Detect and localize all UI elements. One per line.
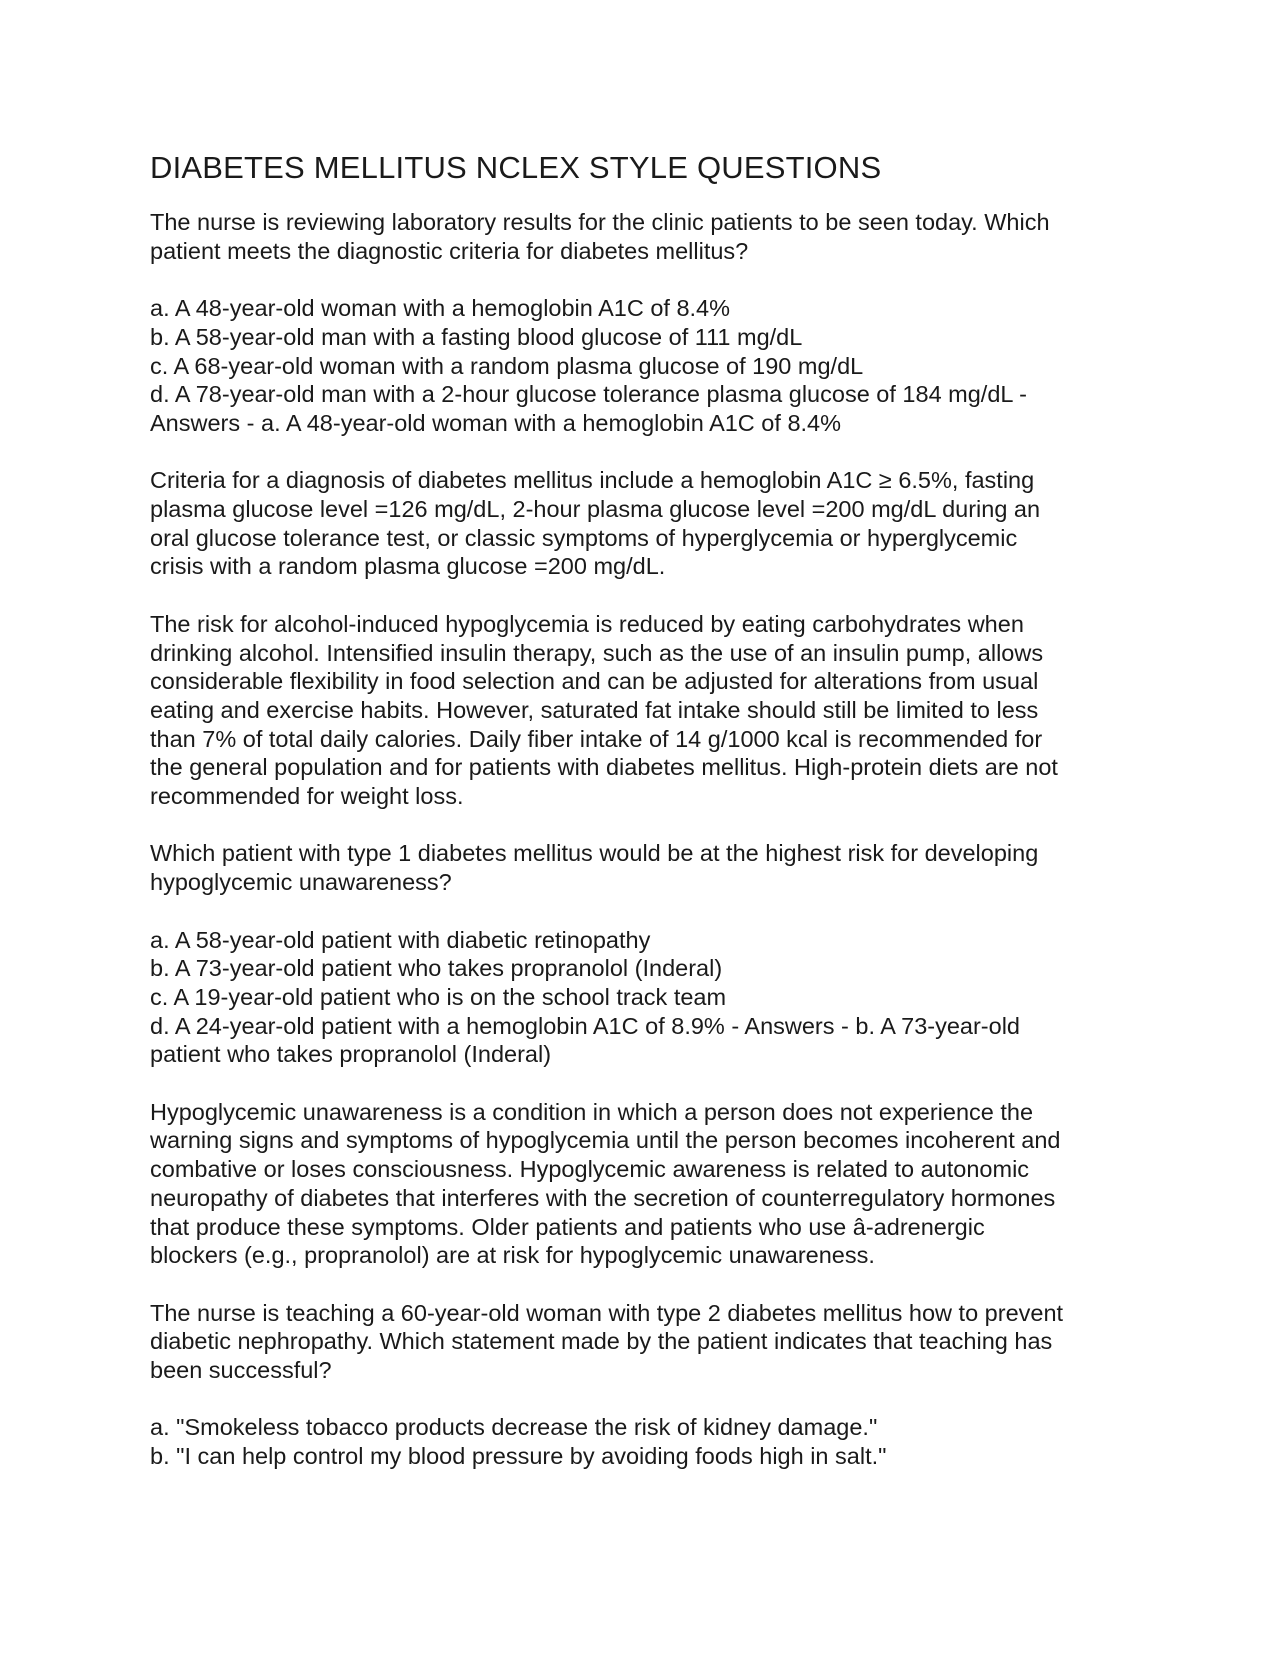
text-line: that produce these symptoms. Older patients and patients who use â-adrenergic [150, 1213, 985, 1240]
document-title: DIABETES MELLITUS NCLEX STYLE QUESTIONS [150, 150, 882, 185]
text-line: eating and exercise habits. However, saturated fat intake should still be limited to less [150, 696, 1039, 723]
text-line: diabetic nephropathy. Which statement made by the patient indicates that teaching has [150, 1328, 1053, 1355]
text-line: The risk for alcohol-induced hypoglycemia is reduced by eating carbohydrates when [150, 610, 1024, 637]
answer-line: patient who takes propranolol (Inderal) [150, 1041, 552, 1068]
question-2-rationale [150, 1098, 1140, 1270]
text-line: been successful? [150, 1357, 332, 1384]
question-2-stem [150, 839, 1140, 896]
text-line: The nurse is reviewing laboratory results for the clinic patients to be seen today. Which [150, 209, 1050, 235]
question-1-rationale [150, 466, 1140, 581]
text-line: considerable flexibility in food selection and can be adjusted for alterations from usual [150, 668, 1039, 695]
text-line: the general population and for patients with diabetes mellitus. High-protein diets are not [150, 754, 1058, 781]
text-line: Hypoglycemic unawareness is a condition in which a person does not experience the [150, 1098, 1034, 1125]
question-1-options [150, 294, 1140, 438]
text-line: than 7% of total daily calories. Daily fiber intake of 14 g/1000 kcal is recommended for [150, 725, 1043, 752]
option-b: b. A 58-year-old man with a fasting blood glucose of 111 mg/dL [150, 323, 803, 350]
option-d: d. A 78-year-old man with a 2-hour glucose tolerance plasma glucose of 184 mg/dL - [150, 381, 1027, 408]
option-a: a. A 48-year-old woman with a hemoglobin A1C of 8.4% [150, 295, 731, 322]
text-line: combative or loses consciousness. Hypoglycemic awareness is related to autonomic [150, 1156, 1030, 1183]
text-line: plasma glucose level =126 mg/dL, 2-hour plasma glucose level =200 mg/dL during an [150, 496, 1041, 522]
text-line: The nurse is teaching a 60-year-old woman with type 2 diabetes mellitus how to prevent [150, 1299, 1064, 1326]
answer-line: Answers - a. A 48-year-old woman with a hemoglobin A1C of 8.4% [150, 409, 842, 436]
option-b: b. "I can help control my blood pressure by avoiding foods high in salt." [150, 1443, 887, 1470]
text-line: Which patient with type 1 diabetes mellitus would be at the highest risk for developing [150, 840, 1039, 867]
text-line: neuropathy of diabetes that interferes with the secretion of counterregulatory hormones [150, 1184, 1056, 1211]
text-line: crisis with a random plasma glucose =200 mg/dL. [150, 553, 666, 580]
text-line: blockers (e.g., propranolol) are at risk for hypoglycemic unawareness. [150, 1242, 875, 1269]
option-a: a. A 58-year-old patient with diabetic retinopathy [150, 926, 651, 953]
text-line: warning signs and symptoms of hypoglycemia until the person becomes incoherent and [150, 1127, 1061, 1154]
question-2-options [150, 926, 1140, 1070]
option-d: d. A 24-year-old patient with a hemoglobin A1C of 8.9% - Answers - b. A 73-year-old [150, 1012, 1020, 1039]
text-line: hypoglycemic unawareness? [150, 869, 452, 896]
text-line: recommended for weight loss. [150, 783, 464, 810]
text-line: patient meets the diagnostic criteria for diabetes mellitus? [150, 237, 749, 264]
text-line: oral glucose tolerance test, or classic symptoms of hyperglycemia or hyperglycemic [150, 524, 1018, 551]
option-c: c. A 19-year-old patient who is on the school track team [150, 983, 727, 1010]
question-1-stem [150, 208, 1140, 265]
option-c: c. A 68-year-old woman with a random plasma glucose of 190 mg/dL [150, 352, 864, 379]
question-3-stem [150, 1299, 1140, 1385]
text-line: drinking alcohol. Intensified insulin therapy, such as the use of an insulin pump, allows [150, 639, 1044, 666]
option-b: b. A 73-year-old patient who takes propranolol (Inderal) [150, 955, 723, 982]
document-page [150, 150, 1140, 1500]
text-line: Criteria for a diagnosis of diabetes mellitus include a hemoglobin A1C ≥ 6.5%, fasting [150, 467, 1035, 494]
option-a: a. "Smokeless tobacco products decrease the risk of kidney damage." [150, 1414, 878, 1441]
question-3-options [150, 1413, 1140, 1470]
nutrition-rationale [150, 610, 1140, 811]
